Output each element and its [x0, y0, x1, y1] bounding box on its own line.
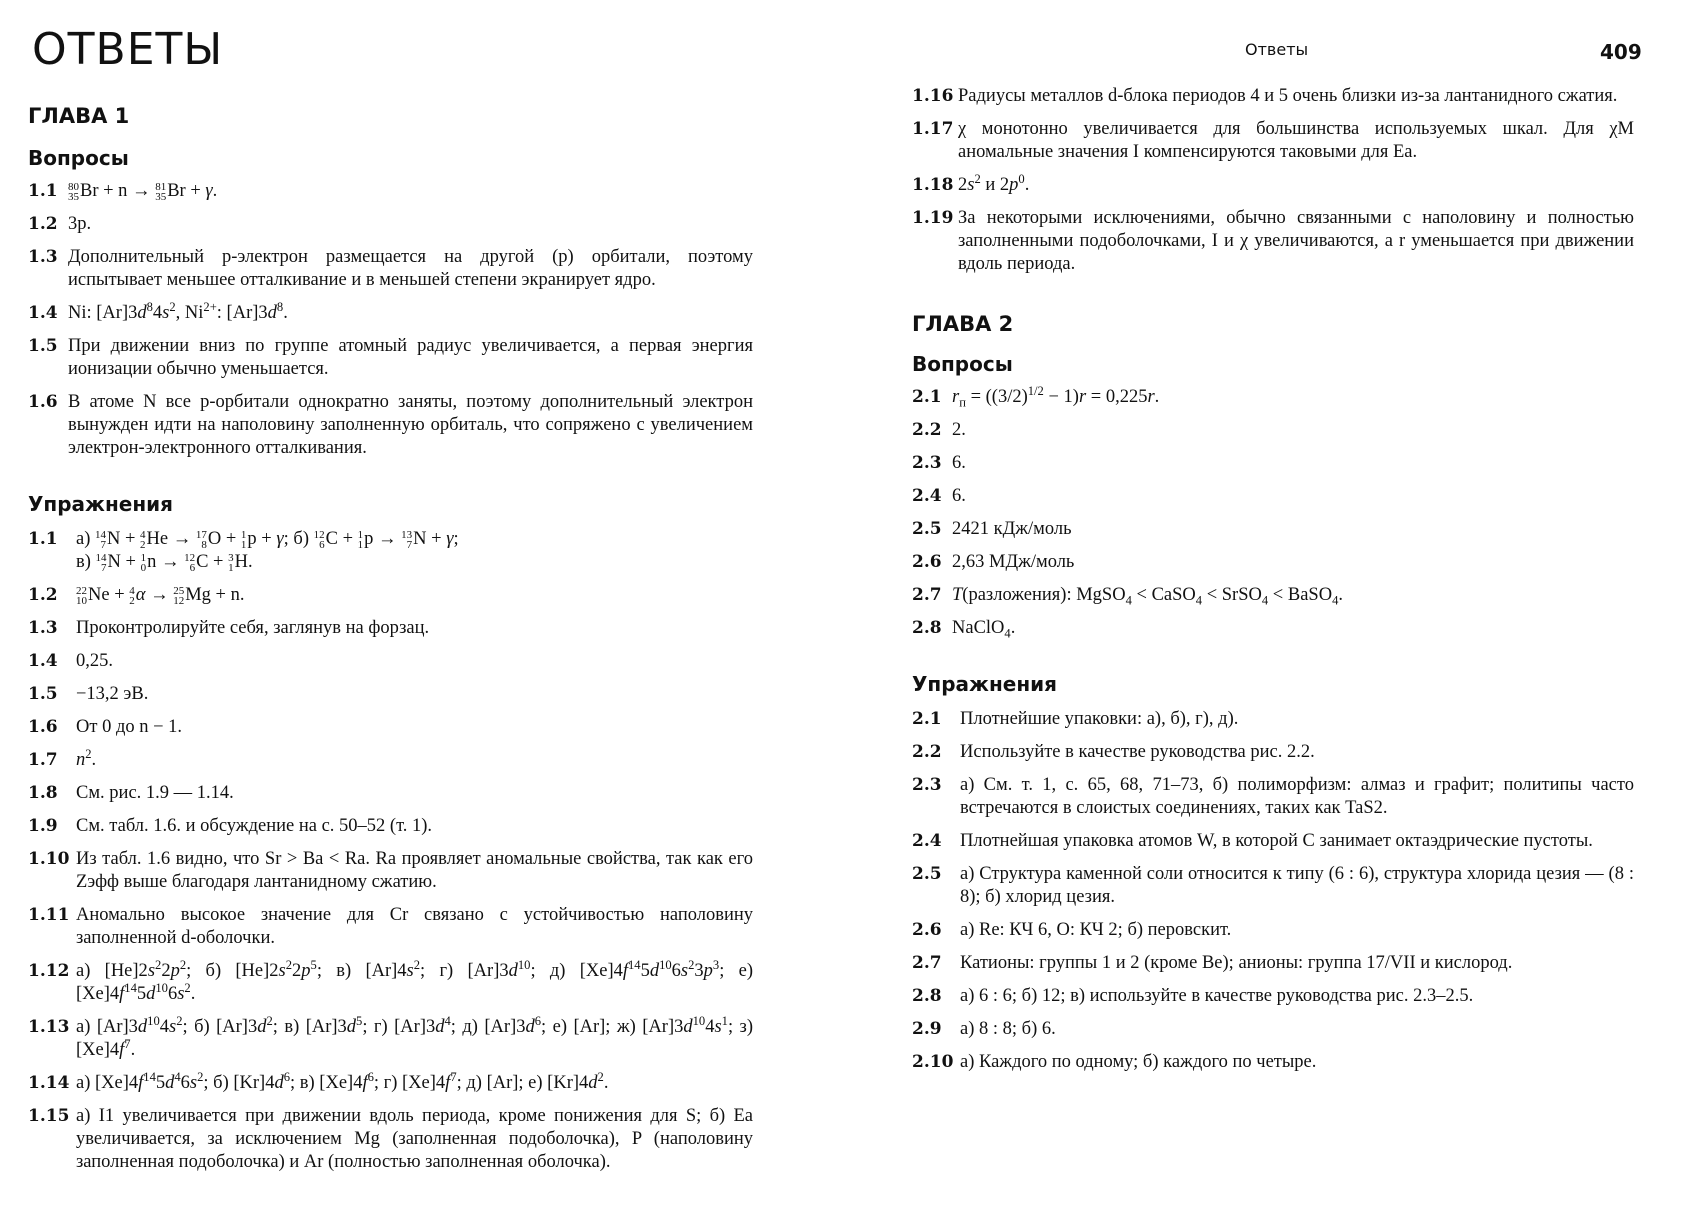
ch1-question-1-5: 1.5 При движении вниз по группе атомный радиус увеличивается, а первая энергия ионизации обычно уменьшается.	[28, 336, 753, 379]
formula-e1-12: а) $[He]2s^22p^2$; б) $[He]2s^22p^5$; в) $[Ar]4s^2$; г) $[Ar]3d^{10}$; д) $[Xe]4f^{14}5d^{10}6s^23p^3$; е) $[Xe]4f^{14}5d^{10}6s^2$.	[76, 957, 754, 1004]
ch1-exercise-1-8: 1.8 См. рис. 1.9 — 1.14.	[28, 783, 234, 803]
ch1-exercise-1-14: 1.14 а) $[Xe]4f^{14}5d^46s^2$; б) $[Kr]4d^6$; в) $[Xe]4f^6$; г) $[Xe]4f^7$; д) [Ar]; е) $[Kr]4d^2$.	[28, 1069, 609, 1093]
left-column	[28, 0, 753, 1184]
ch1-exercise-1-13: 1.13 а) $[Ar]3d^{10}4s^2$; б) $[Ar]3d^2$; в) $[Ar]3d^5$; г) $[Ar]3d^4$; д) $[Ar]3d^6$; е) [Ar]; ж) $[Ar]3d^{10}4s^1$; з) $[Xe]4f^7$.	[28, 1013, 754, 1060]
ch1-exercise-1-15: 1.15 а) I1 увеличивается при движении вдоль периода, кроме понижения для S; б) Ea увеличивается, за исключением Mg (заполненная подоболочка), P (наполовину заполненная подоболочка) и Ar (полностью заполненная оболочка).	[28, 1106, 753, 1172]
page-number: 409	[1600, 40, 1642, 64]
ch1-exercise-1-5: 1.5 −13,2 эВ.	[28, 684, 149, 704]
ch2-exercise-2-5: 2.5 а) Структура каменной соли относится к типу (6 : 6), структура хлорида цезия — (8 : 8); б) хлорид цезия.	[912, 864, 1634, 907]
ch1-exercise-1-11: 1.11 Аномально высокое значение для Cr связано с устойчивостью наполовину заполненной d-оболочки.	[28, 905, 753, 948]
ch1-exercise-1-2: 1.2 22 10 Ne + 4 2 α → 25 12 Mg + n.	[28, 584, 245, 607]
ch2-exercise-2-7: 2.7 Катионы: группы 1 и 2 (кроме Be); анионы: группа 17/VII и кислород.	[912, 953, 1513, 973]
ch2-exercise-2-10: 2.10 а) Каждого по одному; б) каждого по четыре.	[912, 1052, 1317, 1072]
ch2-exercise-2-2: 2.2 Используйте в качестве руководства рис. 2.2.	[912, 742, 1315, 762]
ch2-exercise-2-1: 2.1 Плотнейшие упаковки: а), б), г), д).	[912, 709, 1239, 729]
chapter-2-title: ГЛАВА 2	[912, 312, 1014, 336]
ch1-exercise-1-4: 1.4 0,25.	[28, 651, 113, 671]
ch1-exercise-1-17: 1.17 χ монотонно увеличивается для большинства используемых шкал. Для χM аномальные значения I компенсируются таковыми для Ea.	[912, 119, 1634, 162]
ch2-exercises-title: Упражнения	[912, 672, 1058, 696]
ch2-question-2-7: 2.7 T(разложения): MgSO$_4$ < CaSO$_4$ < SrSO$_4$ < BaSO$_4$.	[912, 585, 1343, 608]
ch2-question-2-1: 2.1 $r_п = ((3/2)^{1/2} - 1)r = 0,225r$.	[912, 383, 1160, 410]
ch2-question-2-6: 2.6 2,63 МДж/моль	[912, 552, 1075, 572]
ch2-exercise-2-4: 2.4 Плотнейшая упаковка атомов W, в которой C занимает октаэдрические пустоты.	[912, 831, 1593, 851]
right-column	[912, 85, 1634, 1084]
ch1-question-1-6: 1.6 В атоме N все p-орбитали однократно заняты, поэтому дополнительный электрон вынужден идти на наполовину заполненную орбиталь, что сопряжено с увеличением электрон-электронного отталкивания.	[28, 392, 753, 458]
ch1-exercise-1-6: 1.6 От 0 до n − 1.	[28, 717, 183, 737]
chapter-1-title: ГЛАВА 1	[28, 104, 130, 128]
ch1-exercises-title: Упражнения	[28, 492, 174, 516]
ch1-exercise-1-19: 1.19 За некоторыми исключениями, обычно связанными с наполовину и полностью заполненными подоболочками, I и χ увеличиваются, а r уменьшается при движении вдоль периода.	[912, 208, 1634, 274]
ch1-exercise-1-18: 1.18 $2s^2$ и $2p^0$.	[912, 171, 1030, 195]
formula-e1-13: а) $[Ar]3d^{10}4s^2$; б) $[Ar]3d^2$; в) $[Ar]3d^5$; г) $[Ar]3d^4$; д) $[Ar]3d^6$; е) [Ar]; ж) $[Ar]3d^{10}4s^1$; з) $[Xe]4f^7$.	[76, 1013, 754, 1060]
formula-e1-1: а) 14 7 N + 4 2 He → 17 8 O + 1 1 p + γ; б) 12 6 C + 1 1 p → 13 7 N + γ; в) 14 7 N + 1 0 n → 12 6 C + 3 1 H.	[76, 528, 459, 574]
ch1-exercise-1-9: 1.9 См. табл. 1.6. и обсуждение на с. 50–52 (т. 1).	[28, 816, 433, 836]
ch2-questions-title: Вопросы	[912, 352, 1013, 376]
ch1-question-1-3: 1.3 Дополнительный p-электрон размещается на другой (p) орбитали, поэтому испытывает меньшее отталкивание и в меньшей степени экранирует ядро.	[28, 247, 753, 290]
ch2-exercise-2-6: 2.6 а) Re: КЧ 6, O: КЧ 2; б) перовскит.	[912, 920, 1232, 940]
ch2-question-2-8: 2.8 NaClO$_4$.	[912, 618, 1016, 641]
ch1-question-1-2: 1.2 3p.	[28, 214, 92, 234]
ch1-exercise-1-3: 1.3 Проконтролируйте себя, заглянув на форзац.	[28, 618, 430, 638]
formula-q1-4: Ni: $[Ar]3d^84s^2$, $Ni^{2+}$: $[Ar]3d^8$.	[68, 299, 288, 323]
formula-e1-2: 22 10 Ne + 4 2 α → 25 12 Mg + n.	[76, 584, 245, 607]
ch1-exercise-1-16: 1.16 Радиусы металлов d-блока периодов 4 и 5 очень близки из-за лантанидного сжатия.	[912, 86, 1618, 106]
formula-q2-1: $r_п = ((3/2)^{1/2} - 1)r = 0,225r$.	[952, 383, 1160, 410]
ch2-question-2-2: 2.2 2.	[912, 420, 966, 440]
ch1-exercise-1-10: 1.10 Из табл. 1.6 видно, что Sr > Ba < Ra. Ra проявляет аномальные свойства, так как его Zэфф выше благодаря лантанидному сжатию.	[28, 849, 753, 892]
formula-q1-1: 80 35 Br + n → 81 35 Br + γ.	[68, 180, 218, 203]
ch1-question-1-1: 1.1 80 35 Br + n → 81 35 Br + γ.	[28, 180, 218, 203]
ch2-exercise-2-3: 2.3 а) См. т. 1, с. 65, 68, 71–73, б) полиморфизм: алмаз и графит; политипы часто встречаются в слоистых соединениях, таких как TaS2.	[912, 775, 1634, 818]
ch1-exercise-1-1: 1.1 а) 14 7 N + 4 2 He → 17 8 O + 1 1 p + γ; б) 12 6 C + 1 1 p → 13 7 N + γ; в) 14 7 N + 1 0 n → 12 6 C + 3 1 H.	[28, 528, 459, 574]
ch1-exercise-1-7: 1.7 $n^2$.	[28, 746, 97, 770]
running-head: Ответы	[1245, 40, 1309, 59]
ch1-questions-title: Вопросы	[28, 146, 129, 170]
formula-q2-8: NaClO$_4$.	[952, 618, 1016, 641]
formula-q2-7: T(разложения): MgSO$_4$ < CaSO$_4$ < SrSO$_4$ < BaSO$_4$.	[952, 585, 1343, 608]
ch2-exercise-2-8: 2.8 а) 6 : 6; б) 12; в) используйте в качестве руководства рис. 2.3–2.5.	[912, 986, 1474, 1006]
ch1-exercise-1-12: 1.12 а) $[He]2s^22p^2$; б) $[He]2s^22p^5$; в) $[Ar]4s^2$; г) $[Ar]3d^{10}$; д) $[Xe]4f^{14}5d^{10}6s^23p^3$; е) $[Xe]4f^{14}5d^{10}6s^2$.	[28, 957, 754, 1004]
ch2-question-2-4: 2.4 6.	[912, 486, 966, 506]
formula-r1-18: $2s^2$ и $2p^0$.	[958, 171, 1030, 195]
page-title: ОТВЕТЫ	[32, 24, 224, 75]
ch2-question-2-3: 2.3 6.	[912, 453, 966, 473]
formula-e1-14: а) $[Xe]4f^{14}5d^46s^2$; б) $[Kr]4d^6$; в) $[Xe]4f^6$; г) $[Xe]4f^7$; д) [Ar]; е) $[Kr]4d^2$.	[76, 1069, 609, 1093]
ch2-question-2-5: 2.5 2421 кДж/моль	[912, 519, 1072, 539]
formula-e1-7: $n^2$.	[76, 746, 97, 770]
ch2-exercise-2-9: 2.9 а) 8 : 8; б) 6.	[912, 1019, 1056, 1039]
ch1-question-1-4: 1.4 Ni: $[Ar]3d^84s^2$, $Ni^{2+}$: $[Ar]3d^8$.	[28, 299, 288, 323]
